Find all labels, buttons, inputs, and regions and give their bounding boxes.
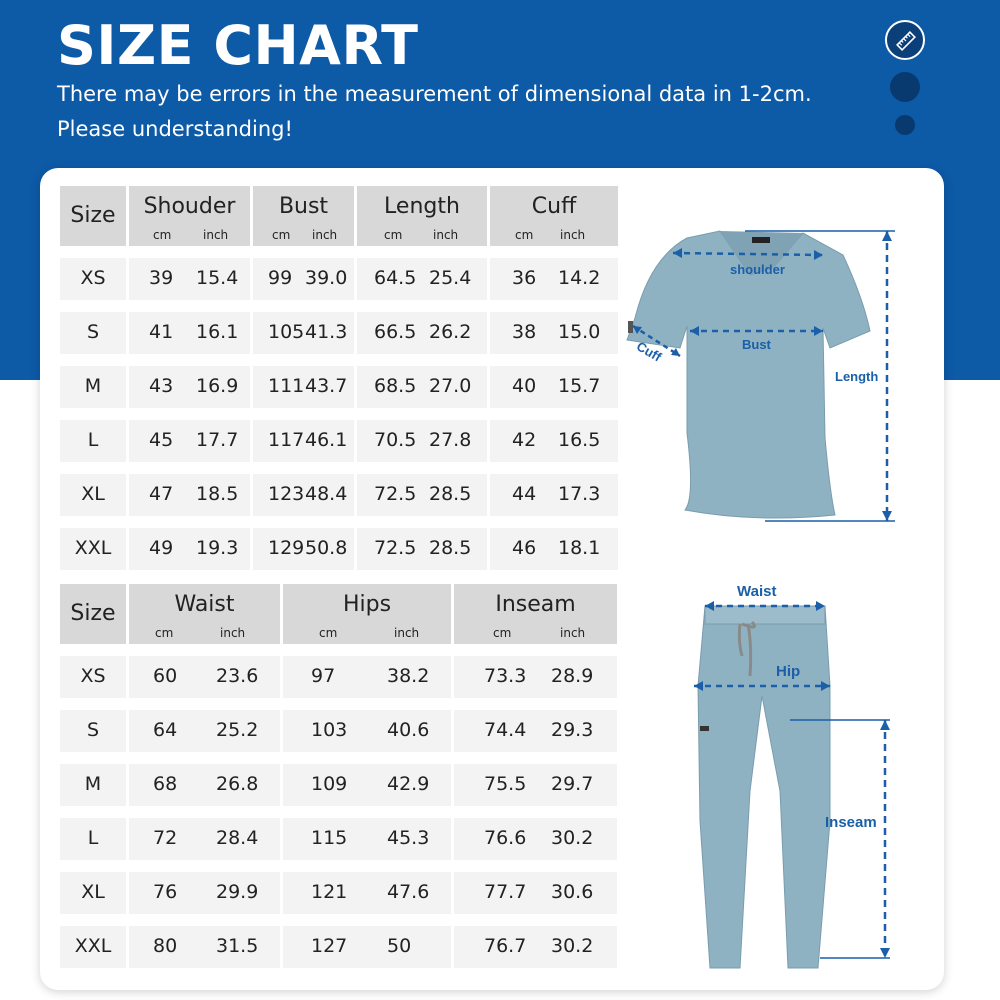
inch-value: 40.6 [387,719,430,741]
measurement-cell [283,926,451,968]
length-label: Length [835,369,879,384]
table-row [60,474,621,516]
inch-value: 27.0 [429,375,472,397]
cm-value: 46 [512,537,537,559]
measurement-cell [490,474,618,516]
cm-value: 80 [153,935,178,957]
measurement-cell [357,312,487,354]
brand-tag [752,237,770,243]
cm-value: 121 [311,881,348,903]
cm-value: 76.7 [484,935,527,957]
size-cell [60,420,126,462]
inch-value: 38.2 [387,665,430,687]
inch-value: 29.7 [551,773,594,795]
inch-value: 18.5 [196,483,239,505]
dot-small [895,115,915,135]
cm-value: 97 [311,665,336,687]
measurement-cell [253,258,354,300]
measurement-cell [129,366,250,408]
inch-value: 17.7 [196,429,239,451]
cm-value: 115 [311,827,348,849]
bottom-size-table [60,584,620,968]
size-header-cell: Size [60,186,126,246]
pants-pocket [700,726,709,731]
measurement-cell [283,764,451,806]
hip-label: Hip [776,663,801,680]
inch-value: 17.3 [558,483,601,505]
size-cell [60,474,126,516]
size-cell [60,656,126,698]
waistband [705,606,825,624]
measurement-cell [454,710,617,752]
page-title: SIZE CHART [57,14,419,77]
table-row [60,872,620,914]
cm-value: 117 [268,429,305,451]
length-arrow-top [882,231,892,241]
measurement-cell [253,366,354,408]
length-arrow-bottom [882,511,892,521]
size-header-cell: Size [60,584,126,644]
cm-value: 72.5 [374,483,417,505]
waist-label: Waist [737,583,777,600]
measurement-cell [490,528,618,570]
size-value: XS [80,665,106,687]
inch-value: 28.4 [216,827,259,849]
inch-value: 30.2 [551,827,594,849]
inch-value: 28.9 [551,665,594,687]
inch-value: 50 [387,935,412,957]
top-table-header [60,186,621,246]
header-length: Length cm inch [357,186,487,246]
cm-value: 111 [268,375,305,397]
size-cell [60,818,126,860]
measurement-cell [454,872,617,914]
inch-value: 26.8 [216,773,259,795]
header-bust: Bust cm inch [253,186,354,246]
table-row [60,656,620,698]
table-row [60,312,621,354]
size-value: M [84,773,102,795]
header-cuff: Cuff cm inch [490,186,618,246]
cm-value: 64 [153,719,178,741]
scrub-pants-figure [690,596,900,976]
cm-value: 74.4 [484,719,527,741]
cm-value: 41 [149,321,174,343]
size-cell [60,872,126,914]
size-cell [60,528,126,570]
measurement-cell [283,710,451,752]
inch-value: 18.1 [558,537,601,559]
inch-value: 31.5 [216,935,259,957]
size-value: S [86,719,100,741]
inch-value: 30.6 [551,881,594,903]
inch-value: 15.4 [196,267,239,289]
measurement-cell [129,710,280,752]
measurement-cell [357,528,487,570]
inch-value: 50.8 [305,537,348,559]
top-size-table [60,186,621,570]
cm-value: 72.5 [374,537,417,559]
inch-value: 23.6 [216,665,259,687]
cm-value: 39 [149,267,174,289]
measurement-cell [253,420,354,462]
sleeve-badge [628,321,633,333]
inch-value: 16.9 [196,375,239,397]
inch-value: 29.9 [216,881,259,903]
cm-value: 60 [153,665,178,687]
cm-value: 43 [149,375,174,397]
measurement-cell [283,656,451,698]
size-value: XL [81,483,105,505]
inch-value: 25.2 [216,719,259,741]
size-value: L [87,827,99,849]
inch-value: 47.6 [387,881,430,903]
inch-value: 45.3 [387,827,430,849]
cuff-label: Cuff [633,338,665,365]
inseam-arrow-top [880,720,890,730]
inseam-arrow-bottom [880,948,890,958]
cm-value: 129 [268,537,305,559]
header-hips: Hips cm inch [283,584,451,644]
cm-value: 68.5 [374,375,417,397]
inch-value: 41.3 [305,321,348,343]
header-inseam: Inseam cm inch [454,584,617,644]
bust-label: Bust [742,337,771,352]
size-value: L [87,429,99,451]
cm-value: 123 [268,483,305,505]
measurement-cell [357,474,487,516]
table-row [60,258,621,300]
table-row [60,818,620,860]
cm-value: 127 [311,935,348,957]
measurement-cell [129,926,280,968]
measurement-cell [490,366,618,408]
table-row [60,420,621,462]
subtitle-line-1: There may be errors in the measurement of dimensional data in 1-2cm. [57,82,812,106]
inch-value: 30.2 [551,935,594,957]
inch-value: 26.2 [429,321,472,343]
measurement-cell [454,818,617,860]
size-value: XXL [74,537,112,559]
inch-value: 16.5 [558,429,601,451]
inch-value: 39.0 [305,267,348,289]
size-chart-card [40,168,944,990]
cm-value: 42 [512,429,537,451]
inseam-label: Inseam [825,814,877,831]
cm-value: 45 [149,429,174,451]
table-row [60,366,621,408]
inch-value: 48.4 [305,483,348,505]
cm-value: 105 [268,321,305,343]
size-cell [60,926,126,968]
measurement-cell [129,474,250,516]
size-cell [60,312,126,354]
size-cell [60,764,126,806]
measurement-cell [129,764,280,806]
measurement-cell [283,872,451,914]
measurement-cell [253,528,354,570]
size-value: S [86,321,100,343]
table-row [60,764,620,806]
inch-value: 27.8 [429,429,472,451]
ruler-icon [885,20,925,60]
inch-value: 14.2 [558,267,601,289]
size-value: XL [81,881,105,903]
shoulder-label: shoulder [730,262,785,277]
cm-value: 77.7 [484,881,527,903]
cm-value: 76 [153,881,178,903]
subtitle-line-2: Please understanding! [57,117,293,141]
inch-value: 28.5 [429,537,472,559]
cm-value: 99 [268,267,293,289]
inch-value: 19.3 [196,537,239,559]
measurement-cell [283,818,451,860]
inch-value: 28.5 [429,483,472,505]
cm-value: 44 [512,483,537,505]
measurement-cell [357,366,487,408]
inch-value: 15.7 [558,375,601,397]
cm-value: 103 [311,719,348,741]
inch-value: 42.9 [387,773,430,795]
size-cell [60,710,126,752]
size-value: XXL [74,935,112,957]
measurement-cell [129,312,250,354]
dot-medium [890,72,920,102]
bottom-table-header [60,584,620,644]
measurement-cell [129,528,250,570]
measurement-cell [490,258,618,300]
measurement-cell [490,420,618,462]
inch-value: 46.1 [305,429,348,451]
cm-value: 66.5 [374,321,417,343]
measurement-cell [454,926,617,968]
measurement-cell [129,656,280,698]
inch-value: 16.1 [196,321,239,343]
inch-value: 29.3 [551,719,594,741]
cm-value: 109 [311,773,348,795]
cm-value: 68 [153,773,178,795]
cm-value: 75.5 [484,773,527,795]
cm-value: 38 [512,321,537,343]
cm-value: 70.5 [374,429,417,451]
measurement-cell [357,420,487,462]
table-row [60,528,621,570]
measurement-cell [129,258,250,300]
measurement-cell [253,312,354,354]
header-shoulder: Shouder cm inch [129,186,250,246]
measurement-cell [454,764,617,806]
measurement-cell [253,474,354,516]
cm-value: 40 [512,375,537,397]
inch-value: 15.0 [558,321,601,343]
cm-value: 36 [512,267,537,289]
header-waist: Waist cm inch [129,584,280,644]
measurement-cell [357,258,487,300]
measurement-cell [129,818,280,860]
size-cell [60,366,126,408]
cm-value: 72 [153,827,178,849]
size-value: M [84,375,102,397]
measurement-cell [129,420,250,462]
cm-value: 49 [149,537,174,559]
table-row [60,710,620,752]
cm-value: 64.5 [374,267,417,289]
cm-value: 73.3 [484,665,527,687]
table-row [60,926,620,968]
pants-shape [698,606,830,968]
inch-value: 25.4 [429,267,472,289]
inch-value: 43.7 [305,375,348,397]
measurement-cell [129,872,280,914]
cm-value: 47 [149,483,174,505]
measurement-cell [490,312,618,354]
size-value: XS [80,267,106,289]
cm-value: 76.6 [484,827,527,849]
measurement-cell [454,656,617,698]
size-cell [60,258,126,300]
